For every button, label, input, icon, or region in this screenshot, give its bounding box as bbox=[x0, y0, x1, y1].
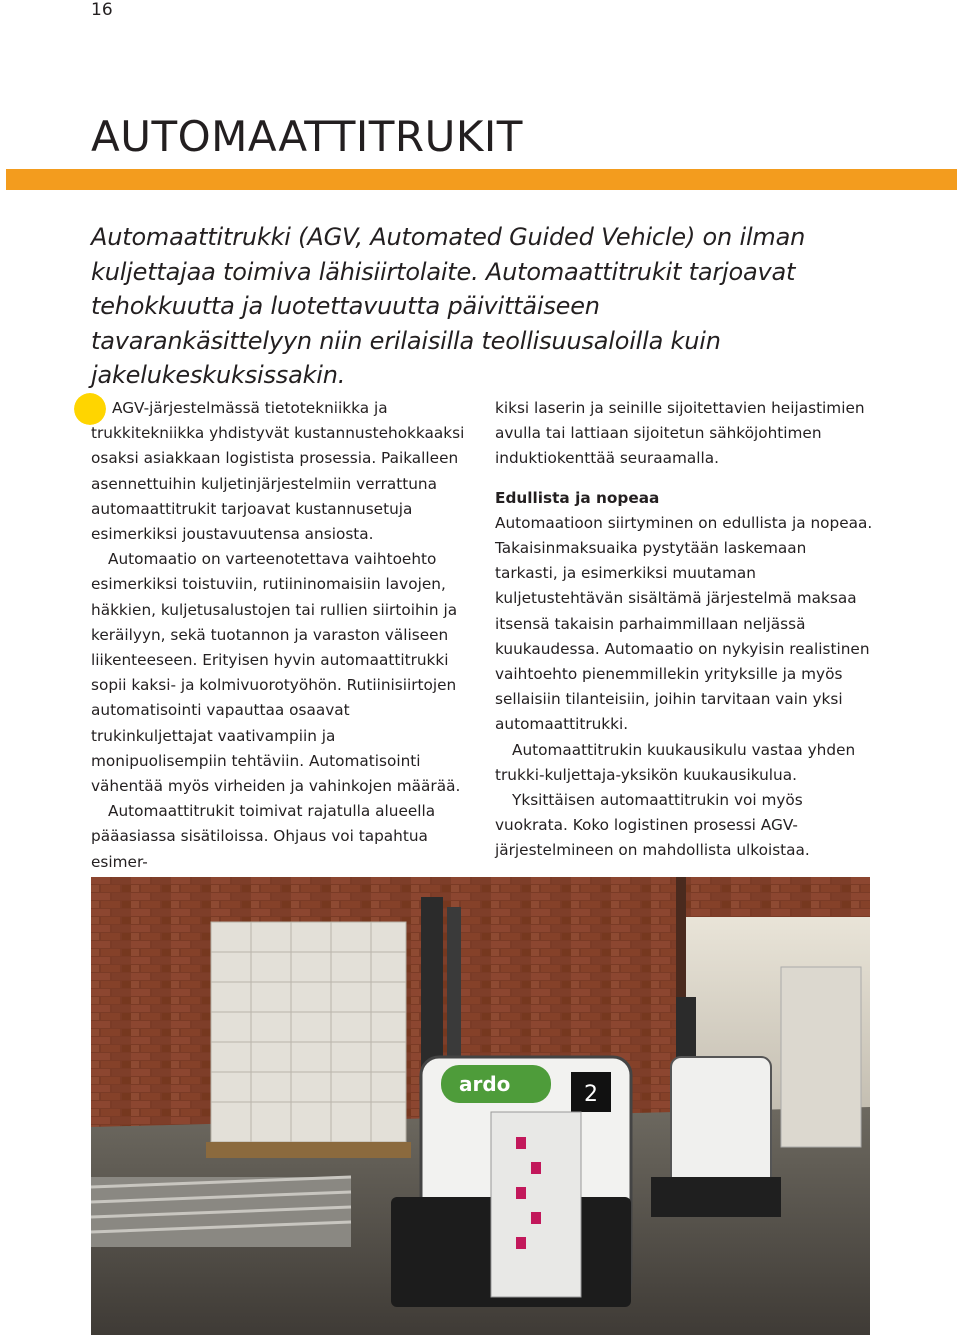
left-paragraph-2: Automaatio on varteenotettava vaihtoehto esimerkiksi toistuviin, rutiininomaisiin lavojen, häkkien, kuljetusalustojen tai rullien siirtoihin ja keräilyyn, sekä tuotannon ja varaston väliseen liikenteeseen. Erityisen hyvin automaattitrukki sopii kaksi- ja kolmivuorotyöhön. Rutiinisiirtojen automatisointi vapauttaa osaavat trukinkuljettajat vaativampiin ja monipuolisempiin tehtäviin. Automatisointi vähentää myös virheiden ja vahinkojen määrää. bbox=[91, 550, 461, 796]
right-paragraph-2: Automaatioon siirtyminen on edullista ja nopeaa. Takaisinmaksuaika pystytään laskemaan tarkasti, ja esimerkiksi muutaman kuljetustehtävän sisältämä järjestelmä maksaa itsensä takaisin parhaimmillaan neljässä kuukaudessa. Automaatio on nykyisin realistinen vaihtoehto pienemmillekin yrityksille ja myös sellaisiin tilanteisiin, joihin tarvitaan vain yksi automaattitrukki. bbox=[495, 513, 873, 734]
orange-rule bbox=[6, 169, 957, 190]
page-number: 16 bbox=[91, 0, 113, 20]
agv-warehouse-photo bbox=[91, 877, 870, 1335]
truck-brand-logo: ardo bbox=[459, 1072, 511, 1096]
agv-truck-main bbox=[391, 1057, 631, 1307]
left-paragraph-1: AGV-järjestelmässä tietotekniikka ja trukkitekniikka yhdistyvät kustannustehokkaaksi osaksi asiakkaan logistista prosessia. Paikalleen asennettuihin kuljetinjärjestelmiin verrattuna automaattitrukit tarjoavat kustannusetuja esimerkiksi joustavuutensa ansiosta. bbox=[91, 399, 465, 544]
lead-text: Automaattitrukki (AGV, Automated Guided Vehicle) on ilman kuljettajaa toimiva lähisiirtolaite. Automaattitrukit tarjoavat tehokkuutta ja luotettavuutta päivittäiseen tavarankäsittelyyn niin erilaisilla teollisuusaloilla kuin jakelukeskuksissakin. bbox=[91, 223, 806, 389]
box-pallet-left bbox=[206, 922, 411, 1158]
truck-number: 2 bbox=[584, 1082, 598, 1107]
right-paragraph-4: Yksittäisen automaattitrukin voi myös vuokrata. Koko logistinen prosessi AGV-järjestelmineen on mahdollista ulkoistaa. bbox=[495, 791, 810, 860]
body-column-right bbox=[495, 396, 873, 864]
page-title: AUTOMAATTITRUKIT bbox=[91, 112, 523, 161]
orange-rule-bar bbox=[6, 169, 957, 190]
section-subheading: Edullista ja nopeaa bbox=[495, 488, 660, 507]
lead-paragraph bbox=[91, 220, 811, 393]
body-column-left bbox=[91, 396, 469, 875]
right-paragraph-1: kiksi laserin ja seinille sijoitettavien heijastimien avulla tai lattiaan sijoitetun sähköjohtimen induktiokenttää seuraamalla. bbox=[495, 399, 865, 468]
left-paragraph-3: Automaattitrukit toimivat rajatulla alueella pääasiassa sisätiloissa. Ohjaus voi tapahtua esimer- bbox=[91, 802, 436, 871]
right-paragraph-3: Automaattitrukin kuukausikulu vastaa yhden trukki-kuljettaja-yksikön kuukausikulua. bbox=[495, 740, 856, 784]
roller-conveyor bbox=[91, 1177, 351, 1247]
